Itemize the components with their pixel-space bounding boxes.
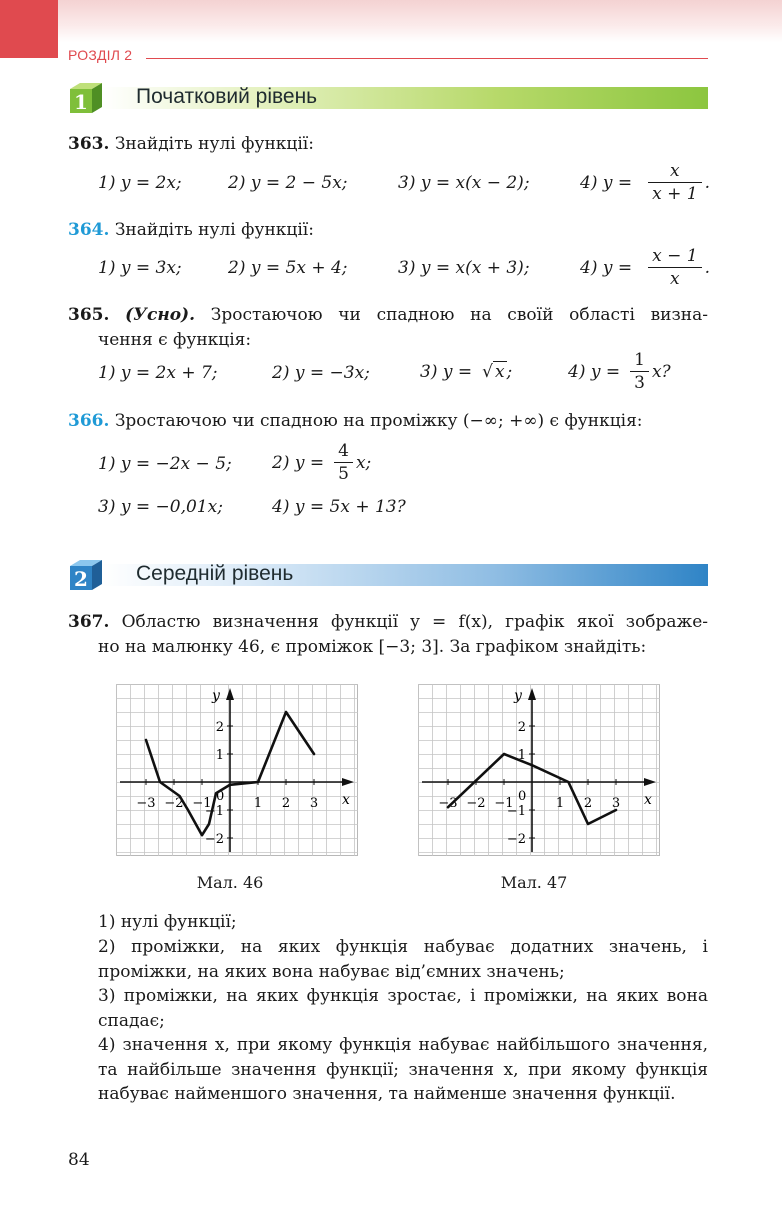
y-tick-label: 1	[215, 748, 224, 763]
exercise-367-text-2: но на малюнку 46, є проміжок [−3; 3]. За графіком знайдіть:	[98, 637, 647, 657]
section-divider	[146, 58, 708, 59]
ex364-item-3: 3) y = x(x + 3);	[398, 258, 530, 278]
ex366-item-3: 3) y = −0,01x;	[98, 497, 223, 517]
ex363-item-3: 3) y = x(x − 2);	[398, 173, 530, 193]
origin-label: 0	[216, 789, 225, 804]
x-tick-label: 2	[583, 796, 593, 811]
ex365-item-4	[568, 349, 671, 394]
x-axis-label: x	[644, 792, 652, 808]
graph-frame	[419, 685, 660, 856]
section-label: РОЗДІЛ 2	[68, 47, 133, 63]
ex363-item-4-end: .	[704, 172, 710, 193]
fraction-denominator: x + 1	[652, 184, 698, 204]
exercise-364-number: 364.	[68, 220, 110, 240]
svg-text:2: 2	[74, 567, 88, 591]
ex367-question-4: 4) значення x, при якому функція набуває найбільшого значення, та найбільше значення функції; значення x, при якому функція набуває найменшого значення, та найменше значення функції.	[98, 1035, 708, 1104]
x-tick-label: −1	[192, 796, 212, 811]
exercise-365-text-1: Зростаючою чи спадною на своїй області визна-	[210, 305, 708, 325]
ex365-item-3-lhs: 3) y =	[420, 361, 473, 382]
y-axis-label: y	[514, 688, 522, 704]
page-number: 84	[68, 1150, 90, 1170]
level-1-cube-icon	[68, 81, 104, 115]
ex365-item-4-end: x?	[651, 361, 671, 382]
fraction-denominator: 5	[338, 464, 349, 484]
caption-fig-46: Мал. 46	[196, 873, 264, 892]
exercise-366-number: 366.	[68, 411, 110, 431]
sqrt-radicand: x	[494, 362, 505, 382]
exercise-367-line-1	[68, 610, 708, 635]
header-band	[0, 0, 782, 42]
caption-fig-47: Мал. 47	[500, 873, 568, 892]
x-tick-label: 3	[611, 796, 621, 811]
x-tick-label: −2	[466, 796, 486, 811]
exercise-363-number: 363.	[68, 134, 110, 154]
svg-text:1: 1	[74, 90, 88, 114]
exercise-363-text: Знайдіть нулі функції:	[114, 134, 314, 154]
y-tick-label: −1	[204, 804, 224, 819]
ex363-item-4-lhs: 4) y =	[580, 172, 633, 193]
graph-fig-47	[418, 684, 660, 856]
fraction-denominator: 3	[634, 373, 645, 393]
level-2-title: Середній рівень	[136, 562, 294, 585]
fraction-numerator: x − 1	[652, 246, 698, 266]
level-2-cube-icon	[68, 558, 104, 592]
x-tick-label: 3	[309, 796, 319, 811]
y-tick-label: −2	[506, 832, 526, 847]
y-tick-label: 2	[517, 720, 526, 735]
ex365-item-1: 1) y = 2x + 7;	[98, 363, 218, 383]
exercise-365-line-1	[68, 303, 708, 328]
exercise-365-number: 365.	[68, 305, 110, 325]
exercise-366-text: Зростаючою чи спадною на проміжку (−∞; +∞) є функція:	[114, 411, 643, 431]
ex365-item-4-lhs: 4) y =	[568, 361, 621, 382]
ex363-item-4-fraction	[648, 160, 701, 205]
graph-frame	[117, 685, 358, 856]
exercise-364-text: Знайдіть нулі функції:	[114, 220, 314, 240]
x-tick-label: −3	[438, 796, 458, 811]
graph-fig-46	[116, 684, 358, 856]
ex367-question-2: 2) проміжки, на яких функція набуває додатних значень, і проміжки, на яких вона набуває від’ємних значень;	[98, 937, 708, 982]
fraction-denominator: x	[670, 269, 680, 289]
ex364-item-4-end: .	[704, 257, 710, 278]
ex364-item-2: 2) y = 5x + 4;	[228, 258, 348, 278]
x-tick-label: 1	[555, 796, 565, 811]
ex366-item-2-fraction	[334, 440, 353, 485]
ex363-item-1: 1) y = 2x;	[98, 173, 182, 193]
exercise-365-oral: (Усно).	[125, 305, 196, 325]
ex366-item-4: 4) y = 5x + 13?	[272, 497, 406, 517]
exercise-366-heading	[68, 410, 643, 432]
y-axis-label: y	[212, 688, 220, 704]
ex364-item-4	[580, 245, 710, 290]
ex367-question-3: 3) проміжки, на яких функція зростає, і проміжки, на яких вона спадає;	[98, 986, 708, 1031]
fraction-numerator: 4	[338, 441, 349, 461]
x-axis-label: x	[342, 792, 350, 808]
exercise-363-heading	[68, 133, 314, 155]
y-tick-label: 1	[517, 748, 526, 763]
ex366-item-1: 1) y = −2x − 5;	[98, 454, 232, 474]
origin-label: 0	[518, 789, 527, 804]
ex365-item-4-fraction	[630, 349, 649, 394]
ex364-item-4-lhs: 4) y =	[580, 257, 633, 278]
ex364-item-4-fraction	[648, 245, 701, 290]
fraction-numerator: x	[670, 161, 680, 181]
exercise-364-heading	[68, 219, 314, 241]
ex363-item-2: 2) y = 2 − 5x;	[228, 173, 348, 193]
ex366-item-2	[272, 440, 371, 485]
sqrt-sign-icon: √	[482, 361, 493, 382]
x-tick-label: −2	[164, 796, 184, 811]
y-tick-label: −2	[204, 832, 224, 847]
x-tick-label: 2	[281, 796, 291, 811]
fraction-numerator: 1	[634, 350, 645, 370]
ex364-item-1: 1) y = 3x;	[98, 258, 182, 278]
exercise-367-number: 367.	[68, 612, 110, 632]
ex365-item-3-end: ;	[506, 361, 513, 382]
exercise-365-text-2: чення є функція:	[98, 330, 252, 350]
x-tick-label: −1	[494, 796, 514, 811]
ex367-question-1: 1) нулі функції;	[98, 912, 237, 932]
level-1-title: Початковий рівень	[136, 85, 318, 108]
x-tick-label: 1	[253, 796, 263, 811]
y-tick-label: 2	[215, 720, 224, 735]
ex365-item-3	[420, 361, 512, 382]
chapter-tab	[0, 0, 58, 58]
ex365-item-2: 2) y = −3x;	[272, 363, 370, 383]
exercise-367-text-1: Областю визначення функції y = f(x), графік якої зображе-	[121, 612, 709, 632]
x-tick-label: −3	[136, 796, 156, 811]
ex366-item-2-lhs: 2) y =	[272, 452, 325, 473]
ex366-item-2-end: x;	[355, 452, 372, 473]
y-tick-label: −1	[506, 804, 526, 819]
ex363-item-4	[580, 160, 710, 205]
